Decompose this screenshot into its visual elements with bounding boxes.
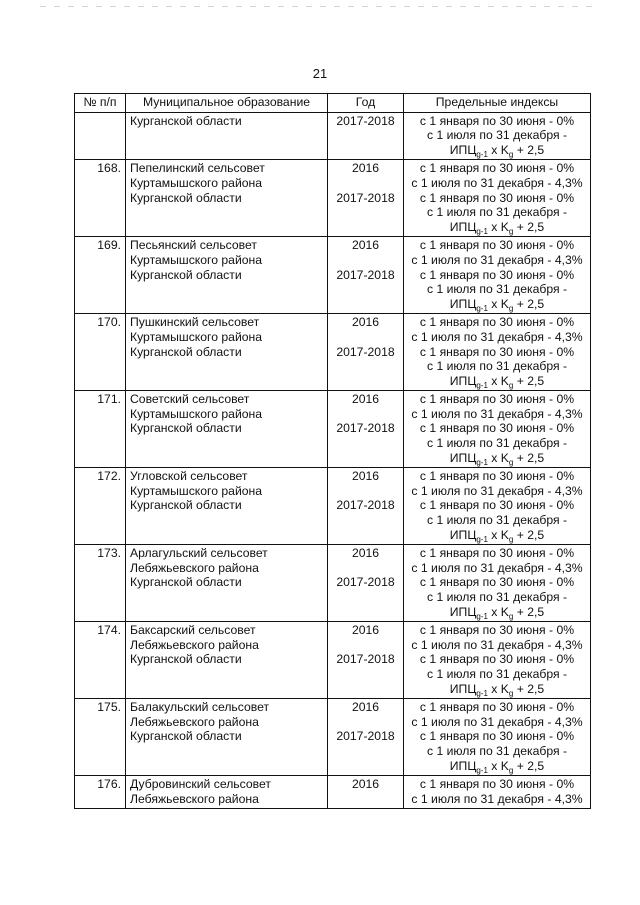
period-year: 2017-2018 <box>336 498 395 513</box>
municipality-line: Пепелинский сельсовет <box>130 161 265 176</box>
municipality-line: Курганской области <box>130 498 242 513</box>
index-line: с 1 июля по 31 декабря - <box>426 513 568 528</box>
period-year: 2016 <box>351 700 380 715</box>
municipality-cell <box>126 314 328 391</box>
formula-sub-g: g <box>508 765 514 775</box>
index-line: с 1 января по 30 июня - 0% <box>419 161 575 176</box>
formula-sub-g: g <box>508 457 514 467</box>
index-line: с 1 января по 30 июня - 0% <box>419 777 575 792</box>
index-line: с 1 июля по 31 декабря - 4,3% <box>411 560 583 575</box>
formula-base: ИПЦ <box>449 142 477 157</box>
period-year: 2017-2018 <box>336 421 395 436</box>
year-cell <box>328 699 404 776</box>
year-cell <box>328 545 404 622</box>
index-line: с 1 июля по 31 декабря - <box>426 128 568 143</box>
municipality-line: Советский сельсовет <box>130 392 250 407</box>
year-cell <box>328 237 404 314</box>
index-line: с 1 января по 30 июня - 0% <box>419 546 575 561</box>
index-line: с 1 июля по 31 декабря - 4,3% <box>411 714 583 729</box>
municipality-line: Курганской области <box>130 190 242 205</box>
municipality-cell <box>126 468 328 545</box>
period-year: 2016 <box>351 315 380 330</box>
formula-times: x K <box>487 219 509 234</box>
formula-sub-g-1: g-1 <box>476 611 488 621</box>
formula-sub-g-1: g-1 <box>476 765 488 775</box>
formula-times: x K <box>487 527 509 542</box>
period-year: 2016 <box>351 238 380 253</box>
formula-sub-g-1: g-1 <box>476 149 488 159</box>
table-row <box>75 160 591 237</box>
period-year: 2017-2018 <box>336 729 395 744</box>
table-row <box>75 622 591 699</box>
index-line: с 1 января по 30 июня - 0% <box>419 113 575 128</box>
formula-times: x K <box>487 142 509 157</box>
year-cell <box>328 160 404 237</box>
formula-sub-g-1: g-1 <box>476 303 488 313</box>
indexes-cell <box>404 314 591 391</box>
municipality-cell <box>126 160 328 237</box>
formula-tail: + 2,5 <box>513 758 545 773</box>
formula-times: x K <box>487 373 509 388</box>
municipality-line: Куртамышского района <box>130 252 263 267</box>
year-cell <box>328 112 404 160</box>
formula-sub-g: g <box>508 534 514 544</box>
index-line: с 1 января по 30 июня - 0% <box>419 498 575 513</box>
index-line: с 1 января по 30 июня - 0% <box>419 469 575 484</box>
table-header-row <box>75 94 591 113</box>
period-year: 2017-2018 <box>336 267 395 282</box>
index-line: с 1 июля по 31 декабря - 4,3% <box>411 406 583 421</box>
table-row <box>75 314 591 391</box>
formula-base: ИПЦ <box>449 450 477 465</box>
index-line: с 1 января по 30 июня - 0% <box>419 421 575 436</box>
header-num: № п/п <box>75 94 126 113</box>
municipality-line: Куртамышского района <box>130 406 263 421</box>
header-municipality: Муниципальное образование <box>126 94 328 113</box>
municipality-line: Куртамышского района <box>130 329 263 344</box>
scan-artifact-line <box>40 6 600 7</box>
formula-tail: + 2,5 <box>513 604 545 619</box>
formula-tail: + 2,5 <box>513 142 545 157</box>
index-line: с 1 июля по 31 декабря - 4,3% <box>411 637 583 652</box>
table-row <box>75 237 591 314</box>
row-number: 169. <box>75 237 126 314</box>
index-line: с 1 июля по 31 декабря - <box>426 590 568 604</box>
formula-sub-g-1: g-1 <box>476 457 488 467</box>
index-formula <box>408 297 586 312</box>
indexes-cell <box>404 112 591 160</box>
index-line: с 1 января по 30 июня - 0% <box>419 575 575 590</box>
index-line: с 1 июля по 31 декабря - 4,3% <box>411 483 583 498</box>
formula-sub-g: g <box>508 226 514 236</box>
period-year: 2016 <box>351 546 380 561</box>
formula-base: ИПЦ <box>449 296 477 311</box>
formula-sub-g: g <box>508 688 514 698</box>
table-row <box>75 545 591 622</box>
municipality-line: Курганской области <box>130 575 242 590</box>
municipality-line: Лебяжьевского района <box>130 714 259 729</box>
municipality-line: Лебяжьевского района <box>130 637 259 652</box>
formula-tail: + 2,5 <box>513 373 545 388</box>
indexes-cell <box>404 776 591 809</box>
year-cell <box>328 776 404 809</box>
municipality-cell <box>126 776 328 809</box>
municipality-line: Курганской области <box>130 652 242 667</box>
municipality-cell <box>126 112 328 160</box>
municipality-line: Балакульский сельсовет <box>130 700 270 715</box>
page-number: 21 <box>312 66 328 81</box>
index-formula <box>408 759 586 774</box>
index-line: с 1 января по 30 июня - 0% <box>419 267 575 282</box>
period-year: 2017-2018 <box>336 344 395 359</box>
formula-sub-g-1: g-1 <box>476 380 488 390</box>
formula-times: x K <box>487 758 509 773</box>
period-year: 2017-2018 <box>336 652 395 667</box>
indexes-cell <box>404 545 591 622</box>
index-line: с 1 июля по 31 декабря - <box>426 282 568 297</box>
period-year: 2016 <box>351 392 380 407</box>
index-line: с 1 июля по 31 декабря - 4,3% <box>411 175 583 190</box>
index-line: с 1 января по 30 июня - 0% <box>419 392 575 407</box>
index-line: с 1 января по 30 июня - 0% <box>419 652 575 667</box>
municipality-line: Лебяжьевского района <box>130 560 259 575</box>
period-year: 2017-2018 <box>336 190 395 205</box>
header-indexes: Предельные индексы <box>404 94 591 113</box>
municipality-line: Угловской сельсовет <box>130 469 248 484</box>
municipality-line: Куртамышского района <box>130 483 263 498</box>
formula-base: ИПЦ <box>449 681 477 696</box>
formula-base: ИПЦ <box>449 373 477 388</box>
year-cell <box>328 622 404 699</box>
municipality-line: Курганской области <box>130 113 242 128</box>
row-number: 170. <box>75 314 126 391</box>
row-number: 173. <box>75 545 126 622</box>
index-formula <box>408 374 586 389</box>
municipality-line: Курганской области <box>130 421 242 436</box>
municipality-cell <box>126 237 328 314</box>
index-formula <box>408 451 586 466</box>
index-line: с 1 июля по 31 декабря - 4,3% <box>411 329 583 344</box>
index-formula <box>408 528 586 543</box>
period-year: 2016 <box>351 777 380 792</box>
period-year: 2017-2018 <box>336 113 395 128</box>
year-cell <box>328 391 404 468</box>
formula-base: ИПЦ <box>449 219 477 234</box>
index-line: с 1 января по 30 июня - 0% <box>419 190 575 205</box>
formula-sub-g: g <box>508 303 514 313</box>
indexes-table <box>74 93 591 809</box>
index-formula <box>408 605 586 620</box>
period-year: 2016 <box>351 623 380 638</box>
table-row <box>75 776 591 809</box>
row-number: 172. <box>75 468 126 545</box>
indexes-cell <box>404 699 591 776</box>
municipality-cell <box>126 699 328 776</box>
row-number: 168. <box>75 160 126 237</box>
municipality-cell <box>126 622 328 699</box>
formula-tail: + 2,5 <box>513 527 545 542</box>
municipality-line: Баксарский сельсовет <box>130 623 256 638</box>
index-line: с 1 января по 30 июня - 0% <box>419 344 575 359</box>
index-line: с 1 июля по 31 декабря - <box>426 205 568 220</box>
indexes-cell <box>404 391 591 468</box>
formula-sub-g-1: g-1 <box>476 688 488 698</box>
year-cell <box>328 468 404 545</box>
index-formula <box>408 682 586 697</box>
table-row <box>75 391 591 468</box>
formula-sub-g-1: g-1 <box>476 226 488 236</box>
formula-base: ИПЦ <box>449 604 477 619</box>
index-line: с 1 июля по 31 декабря - <box>426 743 568 758</box>
index-line: с 1 июля по 31 декабря - <box>426 666 568 681</box>
municipality-line: Курганской области <box>130 729 242 744</box>
index-line: с 1 июля по 31 декабря - <box>426 436 568 451</box>
period-year: 2016 <box>351 161 380 176</box>
header-year: Год <box>328 94 404 113</box>
formula-tail: + 2,5 <box>513 296 545 311</box>
formula-times: x K <box>487 296 509 311</box>
formula-base: ИПЦ <box>449 527 477 542</box>
table-row <box>75 468 591 545</box>
index-line: с 1 января по 30 июня - 0% <box>419 238 575 253</box>
formula-sub-g: g <box>508 380 514 390</box>
period-year: 2017-2018 <box>336 575 395 590</box>
index-formula <box>408 143 586 158</box>
row-number: 175. <box>75 699 126 776</box>
formula-tail: + 2,5 <box>513 219 545 234</box>
period-year: 2016 <box>351 469 380 484</box>
index-line: с 1 января по 30 июня - 0% <box>419 623 575 638</box>
index-line: с 1 января по 30 июня - 0% <box>419 700 575 715</box>
index-formula <box>408 220 586 235</box>
formula-sub-g: g <box>508 611 514 621</box>
formula-tail: + 2,5 <box>513 450 545 465</box>
municipality-line: Арлагульский сельсовет <box>130 546 268 561</box>
index-line: с 1 июля по 31 декабря - 4,3% <box>411 252 583 267</box>
formula-times: x K <box>487 604 509 619</box>
row-number: 171. <box>75 391 126 468</box>
municipality-cell <box>126 545 328 622</box>
formula-sub-g: g <box>508 149 514 159</box>
municipality-line: Лебяжьевского района <box>130 791 259 806</box>
municipality-line: Песьянский сельсовет <box>130 238 257 253</box>
municipality-cell <box>126 391 328 468</box>
indexes-cell <box>404 468 591 545</box>
formula-times: x K <box>487 681 509 696</box>
table-body <box>75 112 591 809</box>
table-row <box>75 699 591 776</box>
index-line: с 1 января по 30 июня - 0% <box>419 729 575 744</box>
formula-times: x K <box>487 450 509 465</box>
index-line: с 1 января по 30 июня - 0% <box>419 315 575 330</box>
row-number: 174. <box>75 622 126 699</box>
formula-tail: + 2,5 <box>513 681 545 696</box>
municipality-line: Дубровинский сельсовет <box>130 777 271 792</box>
municipality-line: Курганской области <box>130 344 242 359</box>
formula-sub-g-1: g-1 <box>476 534 488 544</box>
indexes-cell <box>404 622 591 699</box>
row-number: 176. <box>75 776 126 809</box>
indexes-cell <box>404 160 591 237</box>
municipality-line: Пушкинский сельсовет <box>130 315 260 330</box>
formula-base: ИПЦ <box>449 758 477 773</box>
index-line: с 1 июля по 31 декабря - 4,3% <box>411 791 583 806</box>
table-row <box>75 112 591 160</box>
municipality-line: Курганской области <box>130 267 242 282</box>
year-cell <box>328 314 404 391</box>
row-number <box>75 112 126 160</box>
municipality-line: Куртамышского района <box>130 175 263 190</box>
indexes-cell <box>404 237 591 314</box>
index-line: с 1 июля по 31 декабря - <box>426 359 568 374</box>
